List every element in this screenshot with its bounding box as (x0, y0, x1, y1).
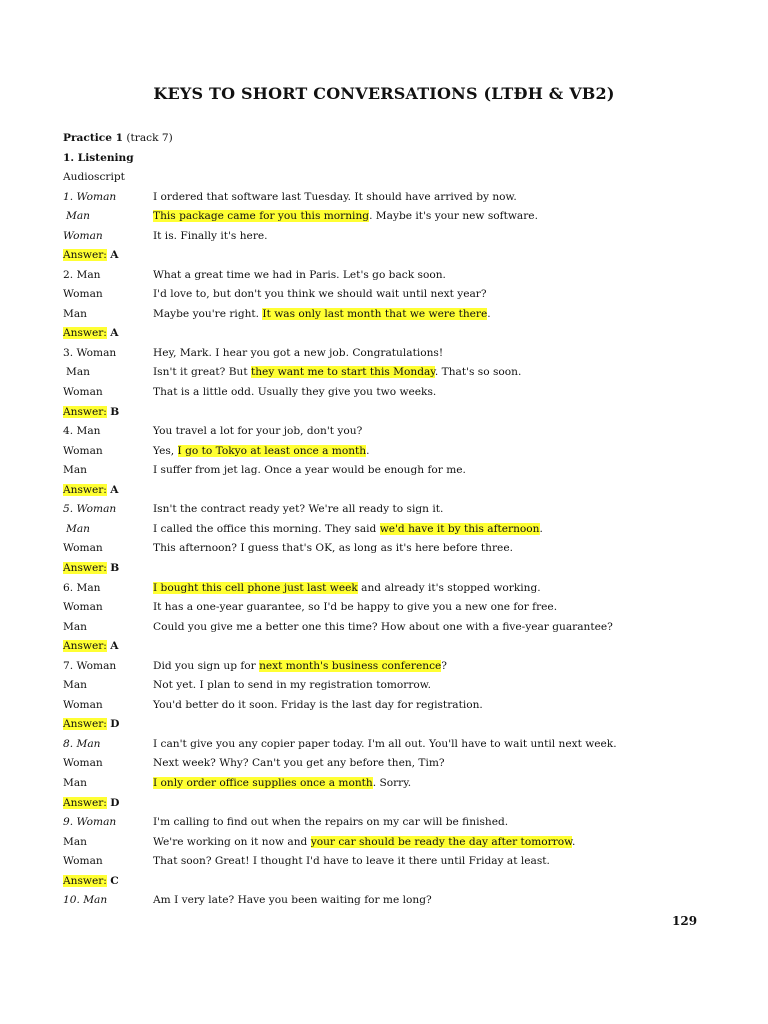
utterance-pre: You travel a lot for your job, don't you? (153, 425, 363, 437)
utterance-text (153, 268, 446, 282)
utterance-pre: I called the office this morning. They said (153, 523, 380, 535)
highlighted-answer-text: It was only last month that we were there (262, 308, 488, 320)
utterance-pre: It has a one-year guarantee, so I'd be happy to give you a new one for free. (153, 601, 558, 613)
utterance-pre: That soon? Great! I thought I'd have to leave it there until Friday at least. (153, 855, 550, 867)
utterance-text (153, 815, 508, 829)
speaker-label: 7. Woman (63, 660, 117, 672)
answer-label: Answer: (63, 640, 107, 652)
answer-line (63, 483, 119, 497)
utterance-post: . That's so soon. (434, 366, 522, 378)
audioscript-label: Audioscript (63, 171, 125, 183)
highlighted-answer-text: we'd have it by this afternoon (379, 523, 540, 535)
speaker-label: Man (66, 366, 90, 378)
answer-label: Answer: (63, 875, 107, 887)
speaker-label: 1. Woman (63, 191, 117, 203)
utterance-post: . (539, 523, 543, 535)
speaker-label: Woman (63, 542, 103, 554)
utterance-post: and already it's stopped working. (357, 582, 541, 594)
utterance-pre: Am I very late? Have you been waiting for me long? (153, 894, 432, 906)
highlighted-answer-text: I only order office supplies once a month (153, 777, 373, 789)
answer-line (63, 405, 119, 419)
answer-value: A (110, 327, 119, 339)
utterance-pre: I suffer from jet lag. Once a year would be enough for me. (153, 464, 466, 476)
highlighted-answer-text: I go to Tokyo at least once a month (177, 445, 367, 457)
answer-label: Answer: (63, 327, 107, 339)
utterance-text (153, 463, 466, 477)
utterance-text (153, 522, 543, 536)
utterance-text (153, 385, 436, 399)
speaker-label: Man (63, 679, 87, 691)
answer-label: Answer: (63, 406, 107, 418)
utterance-pre: You'd better do it soon. Friday is the last day for registration. (153, 699, 483, 711)
speaker-label: 4. Man (63, 425, 101, 437)
utterance-pre: Could you give me a better one this time? How about one with a five-year guarantee? (153, 621, 613, 633)
page-title: KEYS TO SHORT CONVERSATIONS (LTĐH & VB2) (153, 84, 615, 103)
utterance-post: . Maybe it's your new software. (369, 210, 538, 222)
utterance-pre: What a great time we had in Paris. Let's go back soon. (153, 269, 446, 281)
utterance-pre: Yes, (153, 445, 178, 457)
practice-track: (track 7) (126, 132, 173, 144)
speaker-label: Man (63, 308, 87, 320)
utterance-text (153, 620, 613, 634)
speaker-label: Man (63, 621, 87, 633)
speaker-label: Woman (63, 699, 103, 711)
utterance-text (153, 190, 517, 204)
utterance-text (153, 600, 557, 614)
utterance-pre: Maybe you're right. (153, 308, 263, 320)
answer-value: A (110, 640, 119, 652)
utterance-text (153, 659, 447, 673)
speaker-label: Woman (63, 757, 103, 769)
speaker-label: Woman (63, 386, 103, 398)
utterance-text (153, 698, 483, 712)
answer-label: Answer: (63, 797, 107, 809)
speaker-label: Woman (63, 855, 103, 867)
utterance-text (153, 835, 575, 849)
answer-label: Answer: (63, 484, 107, 496)
utterance-text (153, 287, 487, 301)
utterance-pre: That is a little odd. Usually they give you two weeks. (153, 386, 437, 398)
utterance-text (153, 678, 431, 692)
answer-value: D (110, 797, 120, 809)
answer-line (63, 248, 119, 262)
utterance-pre: Did you sign up for (153, 660, 260, 672)
utterance-pre: It is. Finally it's here. (153, 230, 268, 242)
speaker-label: 8. Man (63, 738, 101, 750)
utterance-text (153, 541, 513, 555)
utterance-text (153, 756, 445, 770)
answer-value: A (110, 249, 119, 261)
speaker-label: 10. Man (63, 894, 108, 906)
answer-line (63, 717, 119, 731)
utterance-text (153, 502, 443, 516)
practice-heading (63, 131, 173, 145)
utterance-text (153, 776, 411, 790)
utterance-pre: We're working on it now and (153, 836, 311, 848)
answer-line (63, 639, 119, 653)
utterance-text (153, 229, 268, 243)
answer-label: Answer: (63, 249, 107, 261)
speaker-label: 6. Man (63, 582, 101, 594)
utterance-post: ? (441, 660, 447, 672)
utterance-text (153, 737, 617, 751)
answer-value: B (110, 406, 120, 418)
highlighted-answer-text: This package came for you this morning (153, 210, 370, 222)
speaker-label: Woman (63, 288, 103, 300)
utterance-post: . Sorry. (372, 777, 412, 789)
utterance-pre: Isn't it great? But (153, 366, 251, 378)
utterance-text (153, 424, 362, 438)
answer-value: D (110, 718, 120, 730)
utterance-text (153, 209, 538, 223)
speaker-label: Man (66, 523, 90, 535)
utterance-pre: Not yet. I plan to send in my registration tomorrow. (153, 679, 431, 691)
highlighted-answer-text: they want me to start this Monday (250, 366, 435, 378)
utterance-text (153, 893, 432, 907)
utterance-post: . (487, 308, 491, 320)
speaker-label: 3. Woman (63, 347, 117, 359)
speaker-label: Man (63, 464, 87, 476)
practice-label: Practice 1 (63, 132, 124, 144)
answer-line (63, 874, 119, 888)
utterance-pre: I ordered that software last Tuesday. It should have arrived by now. (153, 191, 517, 203)
answer-line (63, 796, 119, 810)
speaker-label: Woman (63, 230, 103, 242)
utterance-text (153, 346, 443, 360)
speaker-label: Woman (63, 445, 103, 457)
answer-label: Answer: (63, 562, 107, 574)
utterance-text (153, 581, 541, 595)
utterance-pre: Next week? Why? Can't you get any before then, Tim? (153, 757, 445, 769)
speaker-label: 9. Woman (63, 816, 117, 828)
utterance-pre: I'm calling to find out when the repairs on my car will be finished. (153, 816, 509, 828)
answer-line (63, 326, 119, 340)
speaker-label: Man (63, 836, 87, 848)
answer-value: B (110, 562, 120, 574)
page-number: 129 (672, 914, 698, 928)
utterance-post: . (366, 445, 370, 457)
highlighted-answer-text: I bought this cell phone just last week (153, 582, 358, 594)
section-heading: 1. Listening (63, 152, 134, 164)
answer-value: C (110, 875, 119, 887)
utterance-text (153, 365, 521, 379)
answer-value: A (110, 484, 119, 496)
speaker-label: Woman (63, 601, 103, 613)
speaker-label: Man (66, 210, 90, 222)
utterance-pre: Hey, Mark. I hear you got a new job. Congratulations! (153, 347, 444, 359)
answer-label: Answer: (63, 718, 107, 730)
speaker-label: 5. Woman (63, 503, 117, 515)
utterance-pre: Isn't the contract ready yet? We're all ready to sign it. (153, 503, 444, 515)
utterance-text (153, 444, 370, 458)
speaker-label: 2. Man (63, 269, 101, 281)
answer-line (63, 561, 119, 575)
utterance-text (153, 854, 550, 868)
utterance-pre: I can't give you any copier paper today. I'm all out. You'll have to wait until next week. (153, 738, 617, 750)
utterance-pre: I'd love to, but don't you think we should wait until next year? (153, 288, 487, 300)
utterance-text (153, 307, 491, 321)
utterance-pre: This afternoon? I guess that's OK, as long as it's here before three. (153, 542, 513, 554)
highlighted-answer-text: your car should be ready the day after tomorrow (310, 836, 572, 848)
speaker-label: Man (63, 777, 87, 789)
highlighted-answer-text: next month's business conference (259, 660, 442, 672)
utterance-post: . (571, 836, 576, 848)
